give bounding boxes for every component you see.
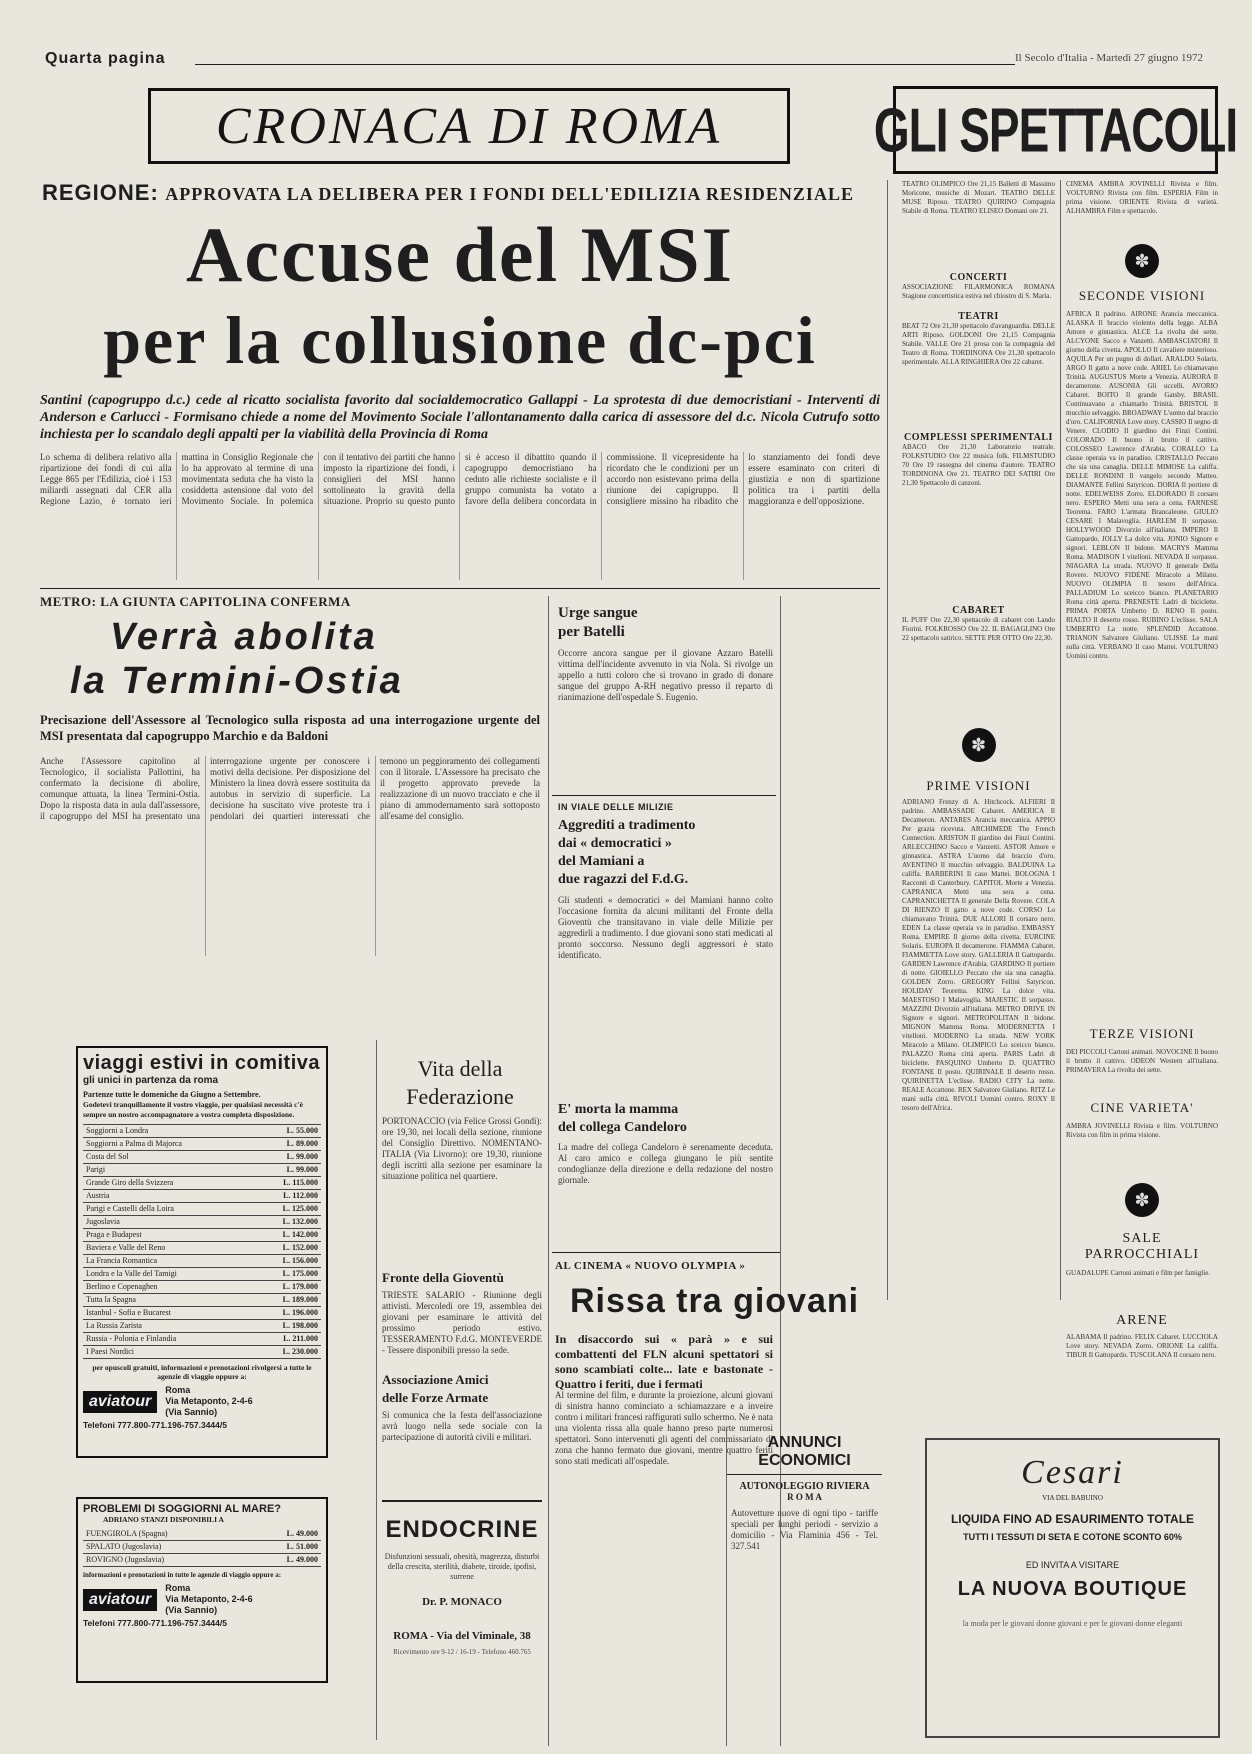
cine-varieta-text: AMBRA JOVINELLI Rivista e film. VOLTURNO Rivista con film in prima visione. — [1066, 1122, 1218, 1139]
aviatour-city: Roma — [165, 1385, 191, 1395]
viaggi-destination: Soggiorni a Palma di Majorca — [86, 1139, 182, 1148]
cronaca-title-box — [148, 88, 790, 164]
arene-heading: ARENE — [1116, 1313, 1168, 1328]
sogg-brand-block — [83, 1583, 321, 1616]
metro-summary: Precisazione dell'Assessore al Tecnologico sulla risposta ad una interrogazione urgente del MSI presentata dal capogruppo Marchio e da Baldoni — [40, 713, 540, 743]
soggiorni-title: PROBLEMI DI SOGGIORNI AL MARE? — [83, 1503, 282, 1515]
viaggi-price: L. 142.000 — [282, 1230, 318, 1239]
endocrine-ad — [382, 1500, 542, 1745]
viaggi-price: L. 115.000 — [283, 1178, 318, 1187]
aviatour-address: Via Metaponto, 2-4-6 — [165, 1396, 253, 1406]
viaggi-destination: Berlino e Copenaghen — [86, 1282, 158, 1291]
viaggi-brand-block — [83, 1385, 321, 1418]
spettacoli-title-box — [873, 86, 1238, 174]
viaggi-destination: La Francia Romantica — [86, 1256, 158, 1265]
soggiorni-price: L. 49.000 — [286, 1529, 318, 1538]
cesari-line3: ED INVITA A VISITARE — [1025, 1560, 1120, 1570]
viaggi-table — [83, 1124, 321, 1359]
aviatour-logo-2: aviatour — [83, 1589, 157, 1611]
viaggi-destination: Jugoslavia — [86, 1217, 120, 1226]
sale-block — [1066, 1175, 1218, 1405]
regione-headline — [42, 180, 882, 206]
soggiorni-price: L. 49.000 — [286, 1555, 318, 1564]
viaggi-destination: La Russia Zarista — [86, 1321, 142, 1330]
arene-text: ALABAMA Il padrino. FELIX Cabaret. LUCCIOLA Love story. NEVADA Zorro. ORIONE La califfa. TIBUR Il Gattopardo. TUSCOLANA Il corsaro nero. — [1066, 1333, 1218, 1359]
olympia-title: Rissa tra giovani — [570, 1282, 860, 1320]
vita-body: PORTONACCIO (via Felice Grossi Gondi): ore 19,30, nei locali della sezione, riunione del Consiglio Direttivo. NOMENTANO-ITALIA (Via Livorno): ore 19,30, riunione degli iscritti alla sezione per esaminare la situazione politica nel quartiere. — [382, 1116, 542, 1181]
soggiorni-destination: ROVIGNO (Jugoslavia) — [86, 1555, 164, 1564]
metro-title-2: la Termini-Ostia — [70, 660, 404, 702]
urge-title-2: per Batelli — [558, 624, 625, 640]
terze-heading: TERZE VISIONI — [1089, 1026, 1195, 1041]
viaggi-price: L. 55.000 — [286, 1126, 318, 1135]
viaggi-destination: Parigi — [86, 1165, 106, 1174]
urge-body: Occorre ancora sangue per il giovane Azzaro Batelli vittima dell'incidente avvenuto in via Nola. Si rivolge un appello a tutti coloro che si trovano in grado di donare sangue del gruppo A-RH negativo presso il reparto di rianimazione dell'ospedale S. Eugenio. — [558, 648, 773, 702]
metro-body: Anche l'Assessore capitolino al Tecnologico, il socialista Pallottini, ha confermato la decisione di abolire, comunque attuata, la linea Termini-Ostia. Dopo la risposta data in aula dall'assessore, il capogruppo del MSI ha presentato una interrogazione urgente per conoscere i motivi della decisione. Per disposizione del Ministero la linea dovrà essere sostituita da autobus in servizio di superficie. La decisione ha suscitato vive proteste tra i pendolari dei quartieri interessati che temono un peggioramento dei collegamenti con il litorale. L'Assessore ha precisato che il progetto approvato prevede la realizzazione di un nuovo tracciato e che il piano di ammodernamento sarà sottoposto all'esame del consiglio. — [40, 756, 540, 821]
aviatour-address-block — [165, 1385, 252, 1418]
ornament-icon: ✽ — [1125, 244, 1159, 278]
viaggi-price: L. 152.000 — [282, 1243, 318, 1252]
annunci-title: ANNUNCI ECONOMICI — [727, 1434, 882, 1475]
metro-title-1: Verrà abolita — [110, 616, 378, 658]
viaggi-price: L. 132.000 — [282, 1217, 318, 1226]
endocrine-desc: Disfunzioni sessuali, obesità, magrezza, disturbi della crescita, sterilità, diabete, tiroide, ipofisi, surrene — [384, 1552, 540, 1581]
viale-title-3: del Mamiani a — [558, 854, 645, 869]
viaggi-price: L. 230.000 — [282, 1347, 318, 1356]
viaggi-destination: Austria — [86, 1191, 110, 1200]
regione-title-1: Accuse del MSI — [186, 211, 734, 298]
regione-summary: Santini (capogruppo d.c.) cede al ricatto socialista favorito dal socialdemocratico Gallappi - La sprotesta di due democristiani - Interventi di Anderson e Carlucci - Formisano chiede a nome del Movimento Sociale l'allontanamento dalla carica di assessore del d.c. Nicola Cutrufo sotto inchiesta per lo scandalo degli appalti per la viabilità della Provincia di Roma — [40, 393, 880, 442]
viaggi-price: L. 189.000 — [282, 1295, 318, 1304]
viaggi-title: viaggi estivi in comitiva — [83, 1052, 321, 1074]
soggiorni-note: informazioni e prenotazioni in tutte le agenzie di viaggio oppure a: — [83, 1571, 282, 1579]
cesari-boutique: LA NUOVA BOUTIQUE — [957, 1578, 1188, 1600]
viaggi-price: L. 125.000 — [282, 1204, 318, 1213]
viaggi-ad — [76, 1046, 328, 1458]
viaggi-price: L. 99.000 — [286, 1165, 318, 1174]
soggiorni-row — [83, 1554, 321, 1567]
aviatour-phones: Telefoni 777.800-771.196-757.3444/5 — [83, 1420, 227, 1430]
viaggi-row — [83, 1151, 321, 1164]
terze-text: DEI PICCOLI Cartoni animati. NOVOCINE Il buono il brutto il cattivo. ODEON Western all'italiana. PRIMAVERA La rivolta dei sette. — [1066, 1048, 1218, 1074]
morta-title-2: del collega Candeloro — [558, 1120, 687, 1135]
regione-headline-text: APPROVATA LA DELIBERA PER I FONDI DELL'EDILIZIA RESIDENZIALE — [165, 184, 854, 204]
col2-text: CINEMA AMBRA JOVINELLI Rivista e film. VOLTURNO Rivista con film. ESPERIA Film in prima visione. ORIENTE Rivista di varietà. ALHAMBRA Film e spettacolo. — [1066, 180, 1218, 215]
cesari-line2: TUTTI I TESSUTI DI SETA E COTONE SCONTO 60% — [963, 1532, 1182, 1542]
viaggi-destination: Tutta la Spagna — [86, 1295, 136, 1304]
soggiorni-subtitle: ADRIANO STANZI DISPONIBILI A — [103, 1515, 224, 1524]
parrocchiali-heading: PARROCCHIALI — [1084, 1247, 1200, 1262]
viaggi-price: L. 175.000 — [282, 1269, 318, 1278]
cesari-tag: VIA DEL BABUINO — [1042, 1494, 1103, 1502]
spettacoli-title: GLI SPETTACOLI — [873, 94, 1238, 166]
spettacoli-col-b — [1066, 180, 1218, 1300]
viaggi-row — [83, 1255, 321, 1268]
viaggi-destination: Parigi e Castelli della Loira — [86, 1204, 174, 1213]
vita-title-2: Federazione — [406, 1084, 514, 1109]
viaggi-row — [83, 1229, 321, 1242]
viaggi-row — [83, 1307, 321, 1320]
concerti-heading: CONCERTI — [949, 272, 1008, 283]
soggiorni-row — [83, 1541, 321, 1554]
assoc-title-1: Associazione Amici — [382, 1372, 489, 1387]
viaggi-row — [83, 1333, 321, 1346]
morta-body: La madre del collega Candeloro è serenamente deceduta. Al caro amico e collega giungano le più sentite condoglianze della direzione e della redazione del nostro giornale. — [558, 1142, 773, 1185]
cesari-line1: LIQUIDA FINO AD ESAURIMENTO TOTALE — [950, 1512, 1195, 1526]
viaggi-price: L. 196.000 — [282, 1308, 318, 1317]
viaggi-row — [83, 1138, 321, 1151]
soggiorni-row — [83, 1528, 321, 1541]
annunci-body: Autovetture nuove di ogni tipo - tariffe speciali per lunghi periodi - servizio a domicilio - Via Flaminia 456 - Tel. 327.541 — [731, 1508, 878, 1551]
aviatour-address-2: (Via Sannio) — [165, 1407, 218, 1417]
viaggi-intro-2: Godetevi tranquillamente il vostro viaggio, per qualsiasi necessità c'è sempre un nostro accompagnatore a vostra completa disposizione. — [83, 1100, 303, 1119]
prime-heading: PRIME VISIONI — [926, 778, 1031, 793]
cesari-brand: Cesari — [1021, 1454, 1124, 1491]
sale-text: GUADALUPE Cartoni animati e film per famiglie. — [1066, 1269, 1211, 1277]
viaggi-price: L. 99.000 — [286, 1152, 318, 1161]
sale-ornament-wrap — [1066, 1175, 1218, 1231]
viaggi-price: L. 89.000 — [286, 1139, 318, 1148]
viaggi-row — [83, 1320, 321, 1333]
viaggi-row — [83, 1242, 321, 1255]
teatro-text: TEATRO OLIMPICO Ore 21,15 Balletti di Massimo Moricone, musiche di Mozart. TEATRO DELLE MUSE Riposo. TEATRO QUIRINO Compagnia Stabile di Roma. TEATRO ELISEO Domani ore 21. — [902, 180, 1055, 215]
sogg-city: Roma — [165, 1583, 191, 1593]
viaggi-destination: Soggiorni a Londra — [86, 1126, 149, 1135]
ornament-icon: ✽ — [1125, 1183, 1159, 1217]
viaggi-destination: Baviera e Valle del Reno — [86, 1243, 166, 1252]
olympia-body: Al termine del film, e durante la proiezione, alcuni giovani di sinistra hanno cominciato a schiamazzare e a inveire contro i militari francesi raffigurati sullo schermo. Ne è nata una violenta rissa alla quale hanno preso parte numerosi spettatori. Sono intervenuti gli agenti del commissariato di zona che hanno fermato due giovani, mentre quattro feriti sono stati medicati all'ospedale. — [555, 1390, 773, 1466]
viaggi-row — [83, 1125, 321, 1138]
morta-title-1: E' morta la mamma — [558, 1102, 679, 1117]
viaggi-note: per opuscoli gratuiti, informazioni e prenotazioni rivolgersi a tutte le agenzie di viaggio oppure a: — [92, 1363, 312, 1381]
endocrine-small: Ricevimento ore 9-12 / 16-19 - Telefono 460.765 — [393, 1648, 531, 1656]
seconde-ornament-wrap — [1066, 232, 1218, 288]
viaggi-price: L. 179.000 — [282, 1282, 318, 1291]
sogg-phones: Telefoni 777.800-771.196-757.3444/5 — [83, 1618, 227, 1628]
viaggi-row — [83, 1190, 321, 1203]
regione-title-2: per la collusione dc-pci — [103, 302, 817, 378]
sogg-address: Via Metaponto, 2-4-6 — [165, 1594, 253, 1604]
viaggi-row — [83, 1216, 321, 1229]
ornament-icon: ✽ — [962, 728, 996, 762]
complessi-text: ABACO Ore 21,30 Laboratorio teatrale. FOLKSTUDIO Ore 22 musica folk. FILMSTUDIO 70 Ore 19 rassegna del cinema d'autore. TEATRO TORDINONA Ore 21. TEATRO DEI SATIRI Ore 21,30 Spettacolo di canzoni. — [902, 443, 1055, 487]
viaggi-row — [83, 1294, 321, 1307]
endocrine-address: ROMA - Via del Viminale, 38 — [393, 1630, 531, 1642]
olympia-kicker: AL CINEMA « NUOVO OLYMPIA » — [555, 1260, 746, 1272]
viale-kicker: IN VIALE DELLE MILIZIE — [558, 802, 674, 812]
soggiorni-ad — [76, 1497, 328, 1683]
cronaca-title: CRONACA DI ROMA — [215, 97, 723, 155]
prime-ornament-wrap — [902, 716, 1055, 778]
teatri-heading: TEATRI — [958, 311, 999, 322]
viaggi-destination: Costa del Sol — [86, 1152, 129, 1161]
sale-heading: SALE — [1122, 1231, 1162, 1246]
viaggi-intro-1: Partenze tutte le domeniche da Giugno a Settembre. — [83, 1090, 261, 1099]
cesari-ad — [925, 1438, 1220, 1738]
soggiorni-price: L. 51.000 — [286, 1542, 318, 1551]
endocrine-doctor: Dr. P. MONACO — [422, 1596, 502, 1608]
page-label: Quarta pagina — [45, 50, 166, 67]
aviatour-logo: aviatour — [83, 1391, 157, 1413]
fronte-title: Fronte della Gioventù — [382, 1270, 504, 1285]
viaggi-row — [83, 1346, 321, 1359]
soggiorni-destination: SPALATO (Jugoslavia) — [86, 1542, 162, 1551]
regione-body: Lo schema di delibera relativo alla ripartizione dei fondi di cui alla Legge 865 per l'Edilizia, cioè i 153 miliardi assegnati dal CER alla Regione Lazio, è tornato ieri mattina in Consiglio Regionale che lo ha approvato al termine di una movimentata seduta che ha visto la cosiddetta astensione dal voto del Movimento Sociale. In polemica con il tentativo dei partiti che hanno imposto la ripartizione dei fondi, i consiglieri del MSI hanno sottolineato la gravità della situazione. Proprio su questo punto si è acceso il dibattito quando il capogruppo democristiano ha ceduto alle richieste socialiste e il gruppo comunista ha votato a favore della delibera concordata in commissione. Il vicepresidente ha ricordato che le condizioni per un accordo non esistevano prima della riunione dei capigruppo. Il consigliere missino ha ribadito che lo stanziamento dei fondi deve essere esaminato con criteri di giustizia e non di spartizione politica tra i partiti della maggioranza e dell'opposizione. — [40, 452, 880, 506]
teatri-text: BEAT 72 Ore 21,30 spettacolo d'avanguardia. DELLE ARTI Riposo. GOLDONI Ore 21,15 Compagnia Stabile. VALLE Ore 21 prosa con la compagnia del Teatro di Roma. TORDINONA Ore 21,30 spettacolo sperimentale. ALLA RINGHIERA Ore 22 cabaret. — [902, 322, 1055, 366]
viaggi-destination: Grande Giro della Svizzera — [86, 1178, 174, 1187]
viaggi-subtitle: gli unici in partenza da roma — [83, 1075, 219, 1086]
complessi-heading: COMPLESSI SPERIMENTALI — [904, 432, 1053, 443]
viaggi-destination: Istanbul - Sofia e Bucarest — [86, 1308, 171, 1317]
viaggi-row — [83, 1281, 321, 1294]
viale-title-2: dai « democratici » — [558, 836, 672, 851]
annunci-head-2: R O M A — [787, 1492, 822, 1502]
soggiorni-destination: FUENGIROLA (Spagna) — [86, 1529, 168, 1538]
sogg-address-2: (Via Sannio) — [165, 1605, 218, 1615]
viale-title-1: Aggrediti a tradimento — [558, 818, 696, 833]
annunci-box — [726, 1428, 882, 1746]
urge-title-1: Urge sangue — [558, 605, 638, 621]
prime-text: ADRIANO Frenzy di A. Hitchcock. ALFIERI Il padrino. AMBASSADE Cabaret. AMERICA Il Decameron. ANTARES Arancia meccanica. APPIO Per grazia ricevuta. ARCHIMEDE The French Connection. ARISTON Il giardino dei Finzi Contini. ARLECCHINO Sacco e Vanzetti. ASTOR Amore e ginnastica. ASTRA L'uomo dal braccio d'oro. AVENTINO Il mucchio selvaggio. BALDUINA La califfa. BARBERINI Il caso Mattei. BOLOGNA I Racconti di Canterbury. CAPITOL Morte a Venezia. CAPRANICA Metti una sera a cena. CAPRANICHETTA Il generale Della Rovere. COLA DI RIENZO Il gatto a nove code. CORSO Lo chiamavano Trinità. DUE ALLORI Il corsaro nero. EDEN La classe operaia va in paradiso. EMBASSY Roma. EMPIRE Il giorno della civetta. EURCINE Solaris. EUROPA Il decamerone. FIAMMA Cabaret. FIAMMETTA Love story. GALLERIA Il Gattopardo. GARDEN Lawrence d'Arabia. GIARDINO Il portiere di notte. GIOIELLO Peccato che sia una canaglia. GOLDEN Zorro. GREGORY Fellini Satyricon. HOLIDAY Teorema. KING La dolce vita. MAESTOSO I Malavoglia. MAJESTIC Il sorpasso. MAZZINI Divorzio all'italiana. METRO DRIVE IN Signore e signori. METROPOLITAN Il bidone. MIGNON Mamma Roma. MODERNETTA I vitelloni. MODERNO La strada. NEW YORK Miracolo a Milano. OLIMPICO Lo sceicco bianco. PALAZZO Roma città aperta. PARIS Ladri di biciclette. PASQUINO Umberto D. QUATTRO FONTANE Il posto. QUIRINALE Il deserto rosso. QUIRINETTA L'eclisse. RADIO CITY La notte. REALE Accattone. REX Salvatore Giuliano. RITZ Le mani sulla città. RIVOLI Uomini contro. ROXY Il tesoro dell'Africa. — [902, 798, 1055, 1112]
cesari-tail: la moda per le giovani donne giovani e per le giovani donne eleganti — [962, 1619, 1183, 1628]
cabaret-text: IL PUFF Ore 22,30 spettacolo di cabaret con Lando Fiorini. FOLKROSSO Ore 22. IL BAGAGLINO Ore 22 spettacolo satirico. SETTE PER OTTO Ore 22,30. — [902, 616, 1055, 642]
soggiorni-table — [83, 1528, 321, 1567]
concerti-text: ASSOCIAZIONE FILARMONICA ROMANA Stagione concertistica estiva nel chiostro di S. Maria. — [902, 283, 1055, 300]
metro-kicker: METRO: LA GIUNTA CAPITOLINA CONFERMA — [40, 594, 351, 609]
vita-title-1: Vita della — [417, 1056, 503, 1081]
header-date: Il Secolo d'Italia - Martedì 27 giugno 1972 — [1015, 52, 1204, 64]
viaggi-destination: Praga e Budapest — [86, 1230, 142, 1239]
viaggi-row — [83, 1203, 321, 1216]
viale-title-4: due ragazzi del F.d.G. — [558, 872, 689, 887]
assoc-title-2: delle Forze Armate — [382, 1390, 489, 1405]
viaggi-price: L. 156.000 — [282, 1256, 318, 1265]
viaggi-price: L. 211.000 — [283, 1334, 318, 1343]
cine-varieta-heading: CINE VARIETA' — [1090, 1100, 1194, 1115]
annunci-head-1: AUTONOLEGGIO RIVIERA — [739, 1481, 870, 1492]
fronte-body: TRIESTE SALARIO - Riunione degli attivisti. Mercoledì ore 19, assemblea dei giovani per esaminare le attività del prossimo periodo estivo. TESSERAMENTO F.d.G. MONTEVERDE - Tessere disponibili presso la sede. — [382, 1290, 542, 1355]
viale-body: Gli studenti « democratici » del Mamiani hanno colto l'occasione fornita da alcuni militanti del Fronte della Gioventù che transitavano in viale delle Milizie per aggredirli a tradimento. I due giovani sono stati medicati al pronto soccorso. Nessuno degli aggressori è stato identificato. — [558, 895, 773, 960]
viaggi-price: L. 198.000 — [282, 1321, 318, 1330]
assoc-body: Si comunica che la festa dell'associazione avrà luogo nella sede sociale con la partecipazione di autorità civili e militari. — [382, 1410, 542, 1442]
viaggi-destination: Russia - Polonia e Finlandia — [86, 1334, 177, 1343]
endocrine-title: ENDOCRINE — [385, 1516, 539, 1543]
viaggi-price: L. 112.000 — [283, 1191, 318, 1200]
viaggi-row — [83, 1177, 321, 1190]
seconde-text: AFRICA Il padrino. AIRONE Arancia meccanica. ALASKA Il braccio violento della legge. ALBA Amore e ginnastica. ALCE La rivolta dei sette. ALCYONE Sacco e Vanzetti. AMBASCIATORI Il giorno della civetta. APOLLO Il cavaliere misterioso. AQUILA Per un pugno di dollari. ARALDO Solaris. ARGO Il gatto a nove code. ARIEL Lo chiamavano Trinità. AUGUSTUS Morte a Venezia. AURORA Il decamerone. AUSONIA Gli uccelli. AVORIO Cabaret. BOITO Il grande Gatsby. BRASIL Continuavano a chiamarlo Trinità. BRISTOL Il mucchio selvaggio. BROADWAY L'uomo dal braccio d'oro. CALIFORNIA Love story. CASSIO Il segno di Venere. CLODIO Il giardino dei Finzi Contini. COLORADO Il buono il brutto il cattivo. COLOSSEO Lawrence d'Arabia. CORALLO La classe operaia va in paradiso. CRISTALLO Peccato che sia una canaglia. DELLE MIMOSE La califfa. DELLE RONDINI Il vangelo secondo Matteo. DIAMANTE Fellini Satyricon. DORIA Il portiere di notte. EDELWEISS Zorro. ELDORADO Il corsaro nero. ESPERO Metti una sera a cena. FARNESE Teorema. FARO L'armata Brancaleone. GIULIO CESARE I Malavoglia. HARLEM Il sorpasso. HOLLYWOOD Divorzio all'italiana. IMPERO Il Gattopardo. JOLLY La dolce vita. JONIO Signore e signori. LEBLON Il bidone. MACRYS Mamma Roma. MADISON I vitelloni. NEVADA Il sorpasso. NIAGARA La strada. NUOVO Il generale Della Rovere. NUOVO FIDENE Miracolo a Milano. NUOVO OLIMPIA Il tesoro dell'Africa. PALLADIUM Lo sceicco bianco. PLANETARIO Roma città aperta. PRENESTE Ladri di biciclette. PRIMA PORTA Umberto D. RENO Il posto. RIALTO Il deserto rosso. RUBINO L'eclisse. SALA UMBERTO La notte. SPLENDID Accattone. TRIANON Salvatore Giuliano. ULISSE Le mani sulla città. VERBANO Il caso Mattei. VOLTURNO Uomini contro. — [1066, 310, 1218, 660]
seconde-heading: SECONDE VISIONI — [1078, 288, 1206, 303]
viaggi-destination: Londra e la Valle del Tamigi — [86, 1269, 177, 1278]
regione-kicker: REGIONE: — [42, 180, 159, 205]
spettacoli-col-a — [902, 180, 1055, 1295]
sogg-address-block — [165, 1583, 252, 1616]
olympia-summary: In disaccordo sui « parà » e sui combattenti del FLN alcuni spettatori si sono scambiati colte... late e bastonate - Quattro i feriti, due i fermati — [555, 1332, 773, 1391]
viaggi-row — [83, 1164, 321, 1177]
viaggi-destination: I Paesi Nordici — [86, 1347, 134, 1356]
viaggi-row — [83, 1268, 321, 1281]
cabaret-heading: CABARET — [952, 605, 1005, 616]
